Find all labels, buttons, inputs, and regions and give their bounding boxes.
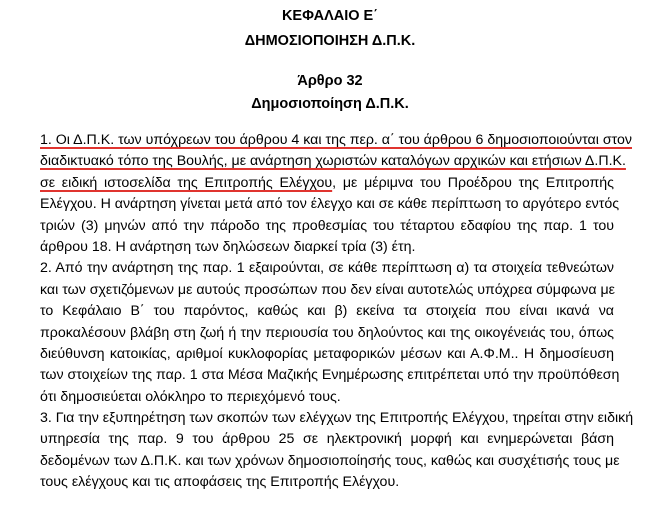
chapter-title: ΚΕΦΑΛΑΙΟ Ε΄ (281, 8, 379, 24)
paragraph-line: άρθρου 18. Η ανάρτηση των δηλώσεων διαρκεί τρία (3) έτη. (40, 238, 416, 255)
paragraph-line: 2. Από την ανάρτηση της παρ. 1 εξαιρούνται, σε κάθε περίπτωση α) τα στοιχεία τεθνεώτων (40, 260, 614, 277)
chapter-subtitle: ΔΗΜΟΣΙΟΠΟΙΗΣΗ Δ.Π.Κ. (244, 33, 416, 49)
paragraph-line-highlighted: 1. Οι Δ.Π.Κ. των υπόχρεων του άρθρου 4 και της περ. α΄ του άρθρου 6 δημοσιοποιούνται στον (40, 132, 632, 148)
article-title: Άρθρο 32 (297, 73, 363, 89)
paragraph-line: και των σχετιζόμενων με αυτούς προσώπων που δεν είναι αυτοτελώς υπόχρεα σύμφωνα με (40, 281, 615, 298)
paragraph-line: των στοιχείων της παρ. 1 στα Μέσα Μαζικής Ενημέρωσης επιτρέπεται υπό την προϋπόθεση (40, 367, 620, 384)
paragraph-line: προκαλέσουν βλάβη στη ζωή ή την περιουσία του δηλούντος και της οικογένειάς του, όπως (40, 324, 614, 341)
paragraph-line-rest: , με μέριμνα του Προέδρου της Επιτροπής (332, 174, 614, 191)
paragraph-2 (40, 258, 620, 408)
highlighted-phrase: σε ειδική ιστοσελίδα της Επιτροπής Ελέγχου (40, 174, 333, 191)
paragraph-line: το Κεφάλαιο Β΄ του παρόντος, καθώς και β) εκείνα τα στοιχεία που είναι ικανά να (40, 303, 614, 320)
paragraph-line (40, 173, 614, 194)
paragraph-line: τους ελέγχους και τις αποφάσεις της Επιτροπής Ελέγχου. (40, 474, 400, 491)
paragraph-line: διεύθυνση κατοικίας, αριθμοί κυκλοφορίας μεταφορικών μέσων και Α.Φ.Μ.. Η δημοσίευση (40, 345, 614, 362)
article-body (40, 130, 634, 494)
paragraph-line: 3. Για την εξυπηρέτηση των σκοπών των ελέγχων της Επιτροπής Ελέγχου, τηρείται στην ειδική (40, 410, 634, 427)
paragraph-3 (40, 408, 634, 494)
paragraph-line: ότι δημοσιεύεται ολόκληρο το περιεχόμενό τους. (40, 388, 341, 405)
article-subtitle: Δημοσιοποίηση Δ.Π.Κ. (251, 96, 409, 112)
paragraph-line: Ελέγχου. Η ανάρτηση γίνεται μετά από τον έλεγχο και σε κάθε περίπτωση το αργότερο εντός (40, 196, 620, 213)
paragraph-line: υπηρεσία της παρ. 9 του άρθρου 25 σε ηλεκτρονική μορφή και ενημερώνεται βάση (40, 431, 614, 448)
paragraph-line-highlighted: διαδικτυακό τόπο της Βουλής, με ανάρτηση χωριστών καταλόγων αρχικών και ετήσιων Δ.Π.Κ. (40, 153, 626, 170)
paragraph-line: τριών (3) μηνών από την πάροδο της προθεσμίας του τέταρτου εδαφίου της παρ. 1 του (40, 217, 614, 234)
paragraph-1 (40, 130, 632, 258)
paragraph-line: δεδομένων των Δ.Π.Κ. και των χρόνων δημοσιοποίησής τους, καθώς και συσχέτισής τους με (40, 452, 620, 469)
